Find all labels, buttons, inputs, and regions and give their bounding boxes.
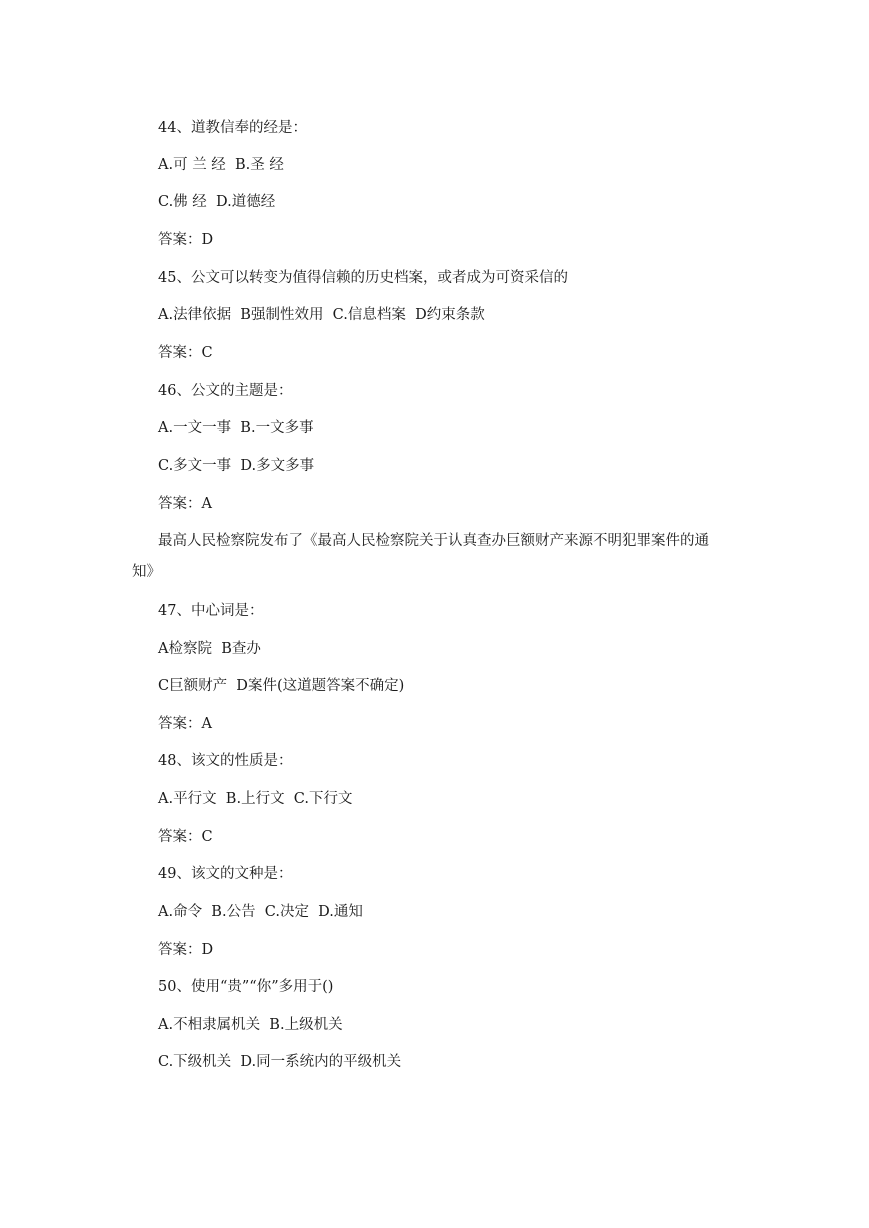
answer-46: 答案：A [158,496,212,512]
answer-45: 答案：C [158,345,213,361]
question-50-options-cd: C.下级机关 D.同一系统内的平级机关 [158,1054,402,1070]
question-48: 48、该文的性质是： [158,753,293,769]
question-50: 50、使用“贵”“你”多用于() [158,979,334,995]
question-50-options-ab: A.不相隶属机关 B.上级机关 [158,1017,343,1033]
question-44: 44、道教信奉的经是： [158,120,307,136]
question-44-options-cd: C.佛 经 D.道德经 [158,194,276,210]
question-49-options: A.命令 B.公告 C.决定 D.通知 [158,904,363,920]
answer-49: 答案：D [158,942,214,958]
answer-44: 答案：D [158,232,214,248]
question-49: 49、该文的文种是： [158,866,293,882]
context-paragraph-continuation: 知》 [132,564,161,580]
question-47-options-ab: A检察院 B查办 [158,641,261,657]
question-48-options: A.平行文 B.上行文 C.下行文 [158,791,353,807]
question-45: 45、公文可以转变为值得信赖的历史档案，或者成为可资采信的 [158,270,568,286]
question-46-options-ab: A.一文一事 B.一文多事 [158,420,314,436]
question-45-options: A.法律依据 B强制性效用 C.信息档案 D约束条款 [158,307,485,323]
context-paragraph: 最高人民检察院发布了《最高人民检察院关于认真查办巨额财产来源不明犯罪案件的通 [158,533,709,549]
question-46: 46、公文的主题是： [158,383,293,399]
answer-47: 答案：A [158,716,212,732]
question-47: 47、中心词是： [158,603,264,619]
question-44-options-ab: A.可 兰 经 B.圣 经 [158,157,284,173]
question-46-options-cd: C.多文一事 D.多文多事 [158,458,315,474]
question-47-options-cd: C巨额财产 D案件(这道题答案不确定) [158,678,405,694]
answer-48: 答案：C [158,829,213,845]
